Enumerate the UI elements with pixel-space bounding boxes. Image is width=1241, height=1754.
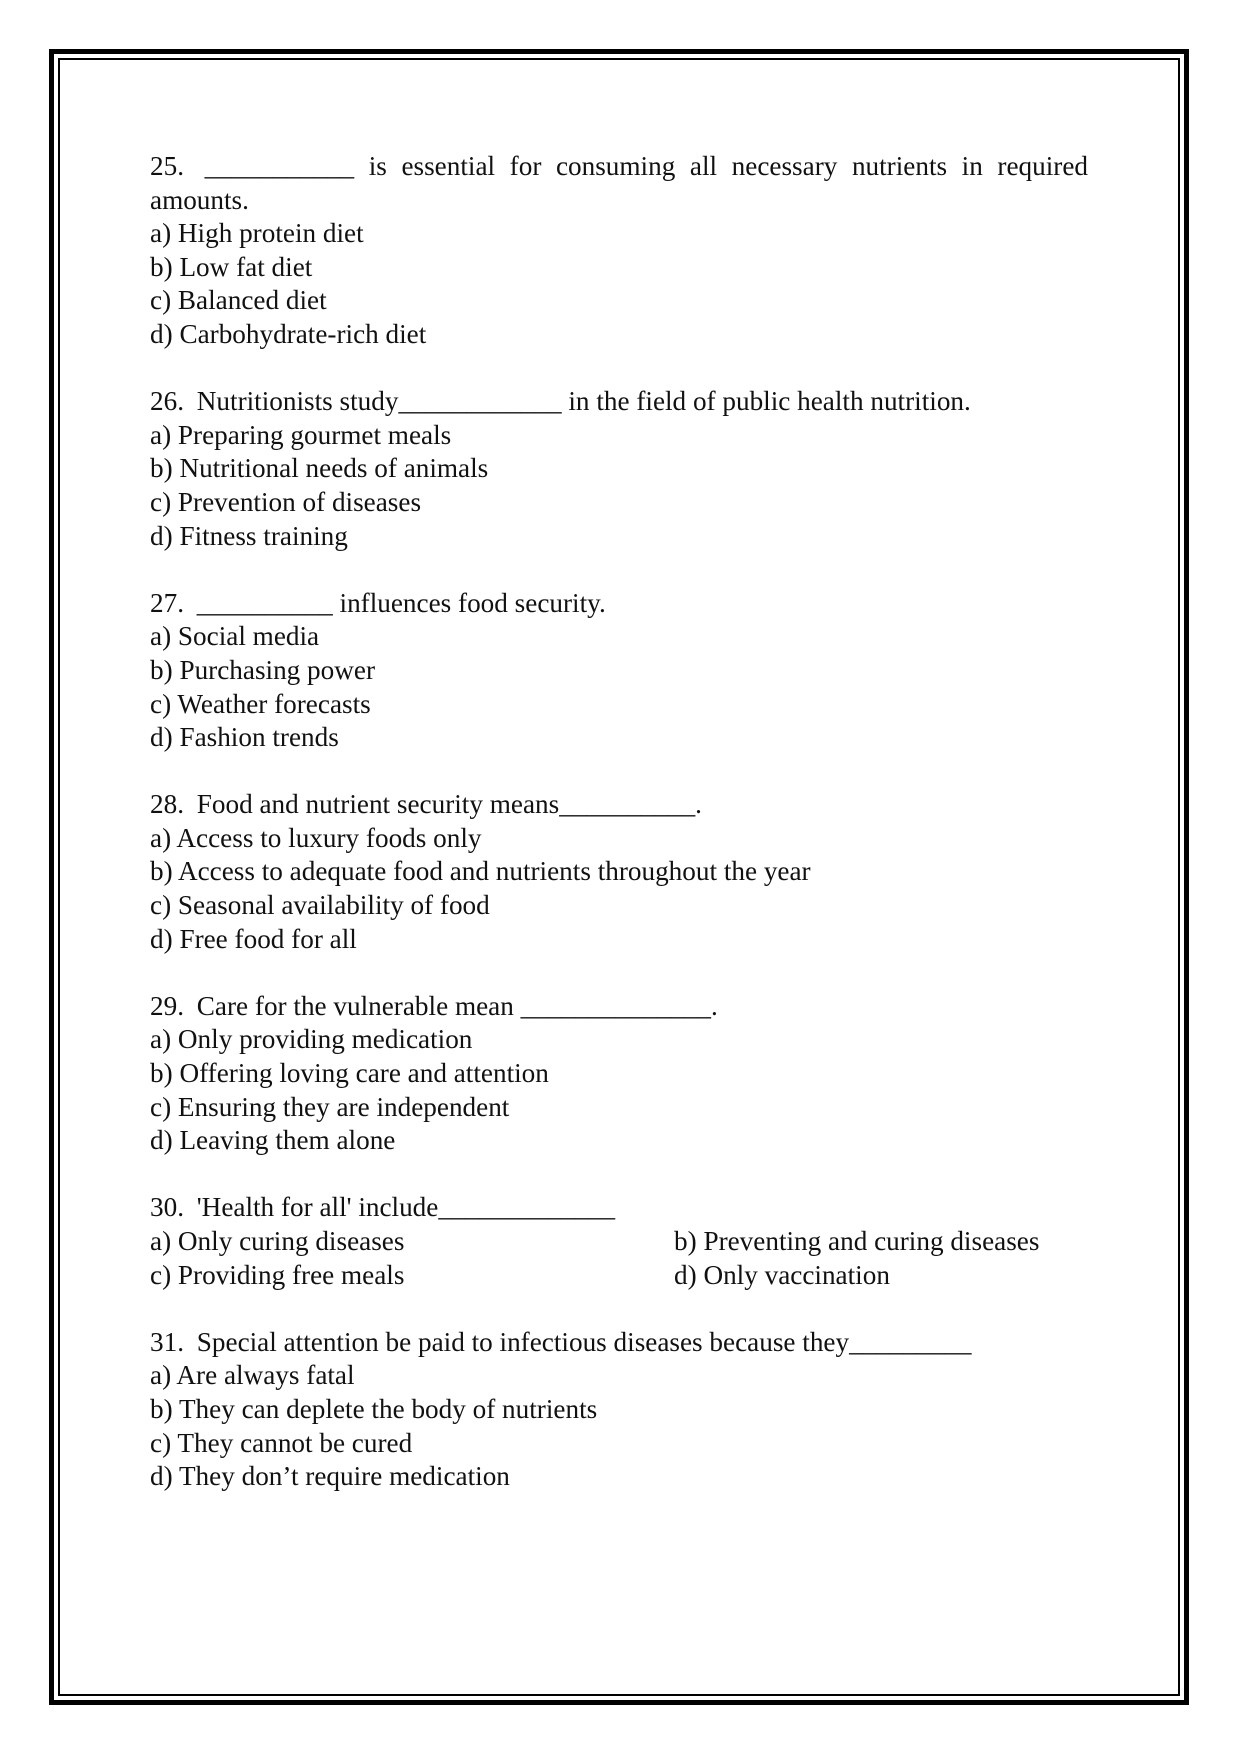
question-31 [150,1326,1088,1494]
question-text [150,788,1088,822]
question-number: 25. [150,151,184,181]
option-d: d) They don’t require medication [150,1461,510,1492]
answer-blank: ___________ [204,151,355,181]
option-b: b) They can deplete the body of nutrients [150,1393,598,1424]
question-stem-end: . [695,789,702,820]
option-d: d) Carbohydrate-rich diet [150,318,427,349]
option-a: a) Only providing medication [150,1024,473,1055]
question-number: 26. [150,386,184,417]
option-d: d) Free food for all [150,923,357,954]
question-text [150,1191,1088,1225]
question-text [150,990,1088,1024]
option-c: c) They cannot be cured [150,1427,413,1458]
question-29 [150,990,1088,1158]
question-26 [150,385,1088,553]
question-number: 29. [150,990,184,1021]
question-stem-start: 'Health for all' include [196,1192,439,1223]
question-number: 30. [150,1192,184,1223]
question-stem-end: influences food security. [332,587,606,618]
option-b: b) Preventing and curing diseases [674,1226,1040,1256]
question-25 [150,150,1088,352]
option-a: a) Only curing diseases [150,1226,405,1256]
option-c: c) Providing free meals [150,1259,405,1290]
option-d: d) Fitness training [150,520,348,551]
option-c: c) Balanced diet [150,285,327,316]
question-stem-start: Food and nutrient security means [196,789,560,820]
question-stem-end: is essential for consuming all necessary nutrients in required amounts. [150,151,1089,215]
question-text [150,1326,1088,1360]
question-28 [150,788,1088,956]
question-stem-end: in the field of public health nutrition. [561,386,971,417]
question-stem-start: Care for the vulnerable mean [196,990,521,1021]
option-c: c) Prevention of diseases [150,486,422,517]
question-stem-end: . [710,990,718,1021]
option-b: b) Nutritional needs of animals [150,453,489,484]
answer-blank: _____________ [438,1192,616,1223]
option-c: c) Weather forecasts [150,688,371,719]
option-a: a) Social media [150,621,320,652]
option-b: b) Purchasing power [150,654,376,685]
option-a: a) High protein diet [150,218,364,249]
answer-blank: ______________ [520,990,711,1021]
question-number: 31. [150,1326,184,1357]
question-text [150,150,1088,217]
answer-blank: ____________ [398,386,562,417]
question-text [150,385,1088,419]
option-b: b) Low fat diet [150,251,313,282]
question-stem-start: Nutritionists study [196,386,399,417]
answer-blank: _________ [849,1326,972,1357]
option-d: d) Leaving them alone [150,1125,396,1156]
option-a: a) Preparing gourmet meals [150,419,452,450]
question-stem-start: Special attention be paid to infectious diseases because they [196,1326,850,1357]
answer-blank: __________ [196,587,333,618]
question-text [150,587,1088,621]
option-a: a) Are always fatal [150,1360,355,1391]
options-grid [150,1225,1088,1292]
question-list [150,150,1088,1527]
option-b: b) Access to adequate food and nutrients throughout the year [150,856,811,887]
option-a: a) Access to luxury foods only [150,822,482,853]
option-c: c) Seasonal availability of food [150,890,490,921]
question-27 [150,587,1088,755]
question-number: 27. [150,587,184,618]
question-number: 28. [150,789,184,820]
question-30 [150,1191,1088,1292]
option-d: d) Only vaccination [674,1259,890,1290]
option-b: b) Offering loving care and attention [150,1058,549,1089]
option-d: d) Fashion trends [150,722,339,753]
answer-blank: __________ [559,789,696,820]
option-c: c) Ensuring they are independent [150,1091,510,1122]
